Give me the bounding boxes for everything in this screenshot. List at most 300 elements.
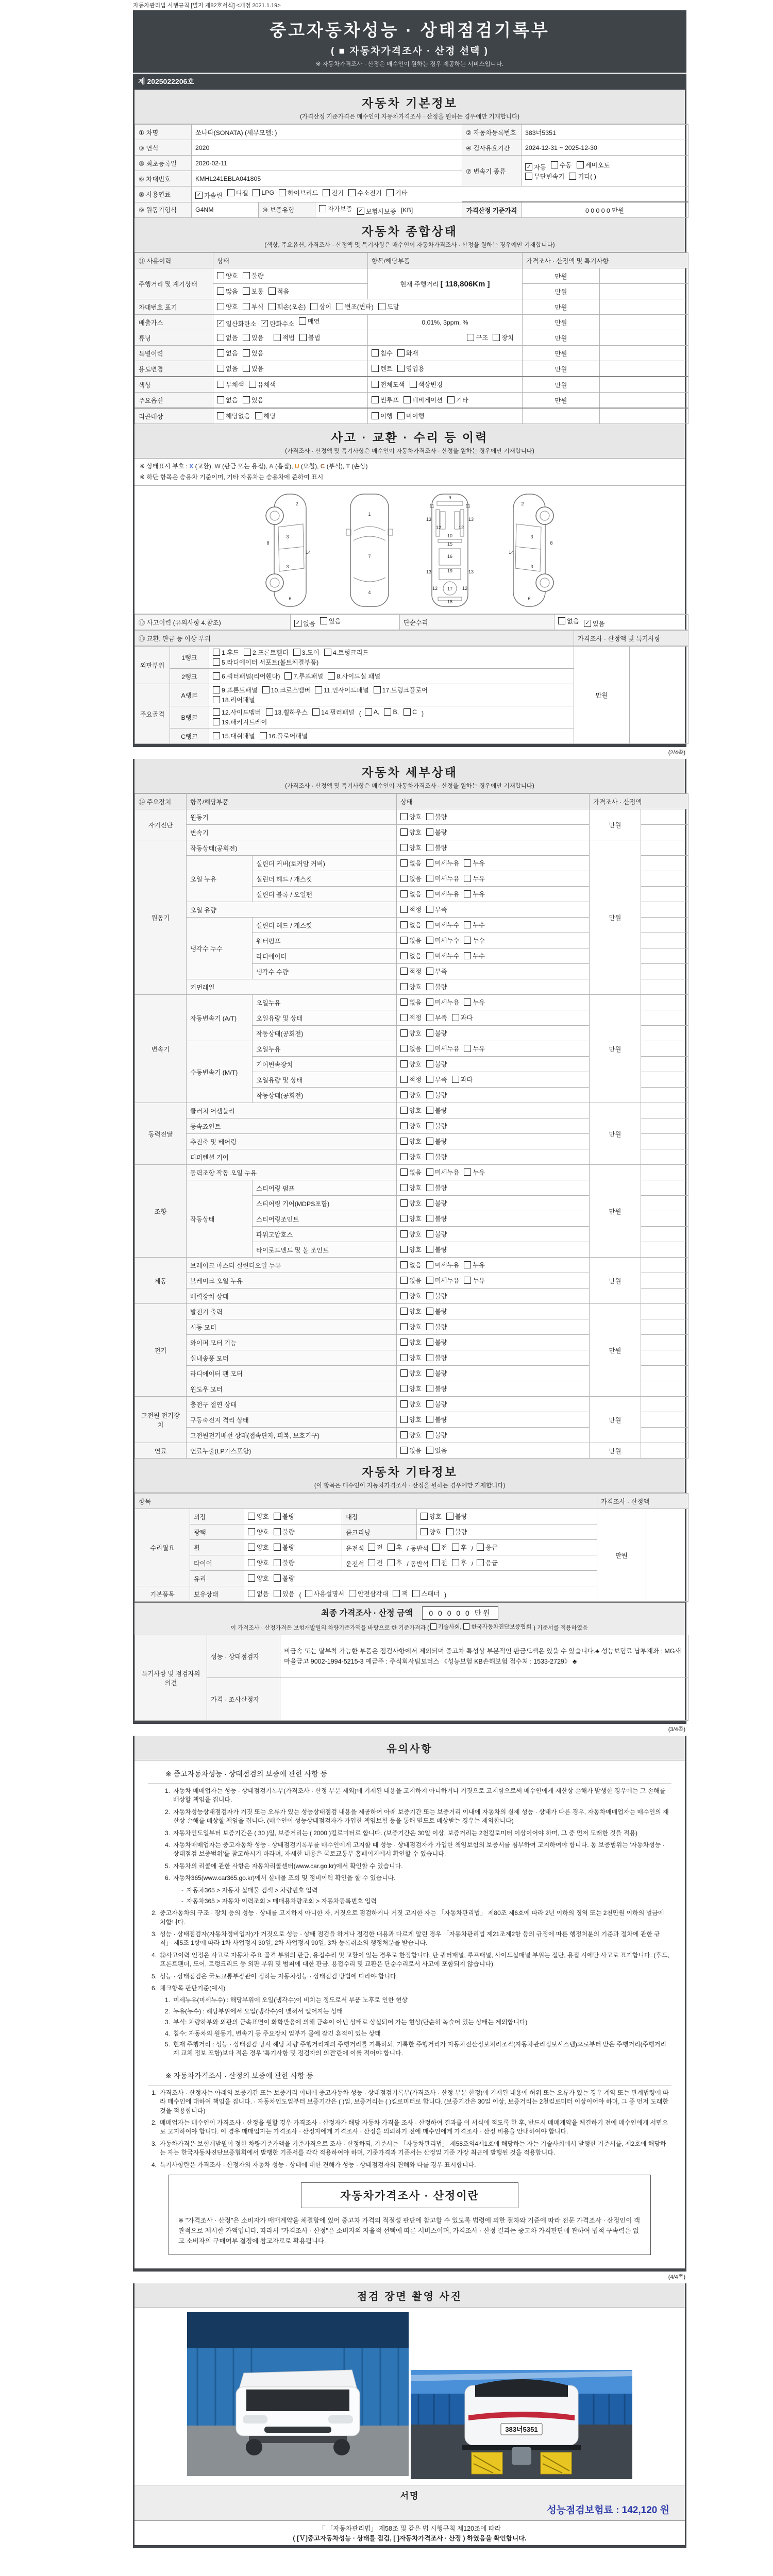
unchecked-checkbox-icon[interactable]: [400, 1014, 408, 1021]
unchecked-checkbox-icon[interactable]: [400, 1323, 408, 1330]
unchecked-checkbox-icon[interactable]: [551, 161, 558, 168]
unchecked-checkbox-icon[interactable]: [464, 921, 471, 928]
unchecked-checkbox-icon[interactable]: [426, 1385, 433, 1392]
checked-checkbox-icon[interactable]: ✓: [357, 208, 364, 215]
checkbox-option[interactable]: [217, 395, 238, 404]
checkbox-option[interactable]: [294, 619, 315, 628]
checkbox-option[interactable]: [426, 951, 460, 960]
checkbox-option[interactable]: [426, 843, 447, 852]
checkbox-option[interactable]: [388, 1558, 402, 1567]
checkbox-option[interactable]: [336, 302, 374, 311]
unchecked-checkbox-icon[interactable]: [400, 952, 408, 959]
checkbox-option[interactable]: [426, 1415, 447, 1424]
checkbox-option[interactable]: [400, 905, 422, 914]
checkbox-option[interactable]: [400, 1446, 422, 1455]
checkbox-option[interactable]: [400, 1276, 422, 1285]
checkbox-option[interactable]: [248, 1512, 269, 1521]
checkbox-option[interactable]: [426, 1245, 447, 1254]
unchecked-checkbox-icon[interactable]: [372, 349, 379, 357]
checkbox-option[interactable]: [421, 1527, 442, 1536]
unchecked-checkbox-icon[interactable]: [243, 365, 250, 372]
checkbox-option[interactable]: [388, 1543, 402, 1552]
unchecked-checkbox-icon[interactable]: [426, 1230, 433, 1238]
unchecked-checkbox-icon[interactable]: [464, 1045, 471, 1052]
checkbox-option[interactable]: [293, 648, 320, 657]
checkbox-option[interactable]: [400, 858, 422, 868]
unchecked-checkbox-icon[interactable]: [400, 1138, 408, 1145]
unchecked-checkbox-icon[interactable]: [319, 205, 326, 212]
checkbox-option[interactable]: [324, 648, 369, 657]
unchecked-checkbox-icon[interactable]: [426, 1416, 433, 1423]
unchecked-checkbox-icon[interactable]: [378, 303, 385, 310]
unchecked-checkbox-icon[interactable]: [400, 1416, 408, 1423]
unchecked-checkbox-icon[interactable]: [365, 708, 372, 716]
unchecked-checkbox-icon[interactable]: [320, 617, 327, 624]
unchecked-checkbox-icon[interactable]: [400, 1230, 408, 1238]
checkbox-option[interactable]: [412, 1589, 440, 1598]
checkbox-option[interactable]: [400, 1044, 422, 1053]
unchecked-checkbox-icon[interactable]: [400, 937, 408, 944]
checkbox-option[interactable]: [372, 395, 399, 404]
unchecked-checkbox-icon[interactable]: [248, 1574, 255, 1582]
unchecked-checkbox-icon[interactable]: [310, 303, 317, 310]
checkbox-option[interactable]: [551, 160, 572, 170]
checkbox-option[interactable]: [426, 889, 460, 899]
checkbox-option[interactable]: [217, 319, 256, 328]
unchecked-checkbox-icon[interactable]: [446, 1513, 453, 1520]
unchecked-checkbox-icon[interactable]: [426, 1277, 433, 1284]
checkbox-option[interactable]: [464, 858, 485, 868]
unchecked-checkbox-icon[interactable]: [426, 1292, 433, 1299]
unchecked-checkbox-icon[interactable]: [384, 708, 391, 716]
unchecked-checkbox-icon[interactable]: [397, 349, 405, 357]
unchecked-checkbox-icon[interactable]: [388, 1544, 395, 1551]
checkbox-option[interactable]: [464, 1260, 485, 1269]
unchecked-checkbox-icon[interactable]: [426, 1029, 433, 1037]
checkbox-option[interactable]: [368, 1558, 383, 1567]
unchecked-checkbox-icon[interactable]: [400, 1045, 408, 1052]
checkbox-option[interactable]: [384, 708, 399, 716]
unchecked-checkbox-icon[interactable]: [284, 672, 292, 680]
checkbox-option[interactable]: [244, 648, 289, 657]
checkbox-option[interactable]: [426, 1276, 460, 1285]
checkbox-option[interactable]: [464, 1167, 485, 1177]
unchecked-checkbox-icon[interactable]: [217, 396, 224, 403]
unchecked-checkbox-icon[interactable]: [328, 672, 335, 680]
unchecked-checkbox-icon[interactable]: [266, 708, 273, 716]
unchecked-checkbox-icon[interactable]: [397, 365, 405, 372]
checkbox-option[interactable]: [426, 936, 460, 945]
unchecked-checkbox-icon[interactable]: [426, 1338, 433, 1346]
checkbox-option[interactable]: [243, 333, 264, 342]
checkbox-option[interactable]: [400, 1090, 422, 1099]
checkbox-option[interactable]: [426, 967, 447, 976]
checkbox-option[interactable]: [372, 411, 393, 420]
checkbox-option[interactable]: [400, 982, 422, 991]
unchecked-checkbox-icon[interactable]: [315, 686, 322, 693]
unchecked-checkbox-icon[interactable]: [348, 189, 356, 196]
checkbox-option[interactable]: [400, 1152, 422, 1161]
unchecked-checkbox-icon[interactable]: [400, 1060, 408, 1067]
unchecked-checkbox-icon[interactable]: [400, 906, 408, 913]
unchecked-checkbox-icon[interactable]: [426, 813, 433, 820]
checkbox-option[interactable]: [400, 843, 422, 852]
unchecked-checkbox-icon[interactable]: [213, 649, 220, 656]
checkbox-option[interactable]: [426, 827, 447, 837]
unchecked-checkbox-icon[interactable]: [400, 1168, 408, 1176]
unchecked-checkbox-icon[interactable]: [400, 1400, 408, 1408]
unchecked-checkbox-icon[interactable]: [426, 1091, 433, 1098]
unchecked-checkbox-icon[interactable]: [432, 1559, 440, 1566]
unchecked-checkbox-icon[interactable]: [432, 1544, 440, 1551]
unchecked-checkbox-icon[interactable]: [400, 1091, 408, 1098]
unchecked-checkbox-icon[interactable]: [248, 1544, 255, 1551]
checkbox-option[interactable]: [426, 1044, 460, 1053]
checkbox-option[interactable]: [400, 1322, 422, 1331]
checkbox-option[interactable]: [426, 1399, 447, 1409]
unchecked-checkbox-icon[interactable]: [569, 173, 576, 180]
checkbox-option[interactable]: [464, 920, 485, 929]
unchecked-checkbox-icon[interactable]: [248, 1559, 255, 1566]
checkbox-option[interactable]: [452, 1075, 473, 1084]
checkbox-option[interactable]: [261, 319, 294, 328]
checkbox-option[interactable]: [400, 1167, 422, 1177]
checkbox-option[interactable]: [525, 172, 564, 181]
unchecked-checkbox-icon[interactable]: [268, 287, 276, 295]
unchecked-checkbox-icon[interactable]: [217, 334, 224, 341]
checkbox-option[interactable]: [400, 1260, 422, 1269]
unchecked-checkbox-icon[interactable]: [400, 1199, 408, 1207]
checkbox-option[interactable]: [426, 1106, 447, 1115]
checkbox-option[interactable]: [400, 1229, 422, 1239]
checkbox-option[interactable]: [243, 271, 264, 280]
unchecked-checkbox-icon[interactable]: [262, 686, 270, 693]
unchecked-checkbox-icon[interactable]: [372, 365, 379, 372]
unchecked-checkbox-icon[interactable]: [400, 1292, 408, 1299]
unchecked-checkbox-icon[interactable]: [426, 828, 433, 836]
checkbox-option[interactable]: [400, 951, 422, 960]
unchecked-checkbox-icon[interactable]: [374, 686, 381, 693]
unchecked-checkbox-icon[interactable]: [464, 890, 471, 897]
checkbox-option[interactable]: [279, 188, 318, 197]
checkbox-option[interactable]: [268, 302, 306, 311]
unchecked-checkbox-icon[interactable]: [426, 906, 433, 913]
checkbox-option[interactable]: [426, 1260, 460, 1269]
unchecked-checkbox-icon[interactable]: [464, 1277, 471, 1284]
checkbox-option[interactable]: [255, 411, 276, 420]
checkbox-option[interactable]: [426, 1198, 447, 1208]
checkbox-option[interactable]: [349, 1589, 388, 1598]
unchecked-checkbox-icon[interactable]: [249, 381, 256, 388]
checkbox-option[interactable]: [426, 1059, 447, 1069]
checkbox-option[interactable]: [248, 1573, 269, 1583]
unchecked-checkbox-icon[interactable]: [400, 1215, 408, 1222]
checkbox-option[interactable]: [426, 905, 447, 914]
checkbox-option[interactable]: [393, 1589, 408, 1598]
checkbox-option[interactable]: [400, 1214, 422, 1223]
checkbox-option[interactable]: [249, 380, 276, 389]
unchecked-checkbox-icon[interactable]: [430, 1623, 436, 1630]
unchecked-checkbox-icon[interactable]: [274, 1513, 281, 1520]
unchecked-checkbox-icon[interactable]: [400, 983, 408, 990]
unchecked-checkbox-icon[interactable]: [400, 828, 408, 836]
unchecked-checkbox-icon[interactable]: [393, 1590, 400, 1597]
unchecked-checkbox-icon[interactable]: [274, 1544, 281, 1551]
checkbox-option[interactable]: [464, 936, 485, 945]
checkbox-option[interactable]: [400, 1106, 422, 1115]
checkbox-option[interactable]: [452, 1543, 467, 1552]
checkbox-option[interactable]: [426, 1446, 447, 1455]
checkbox-option[interactable]: [400, 1430, 422, 1439]
unchecked-checkbox-icon[interactable]: [426, 844, 433, 851]
unchecked-checkbox-icon[interactable]: [243, 396, 250, 403]
unchecked-checkbox-icon[interactable]: [372, 412, 379, 419]
checkbox-option[interactable]: [400, 812, 422, 821]
unchecked-checkbox-icon[interactable]: [400, 1029, 408, 1037]
unchecked-checkbox-icon[interactable]: [368, 1544, 375, 1551]
checkbox-option[interactable]: [274, 1589, 295, 1598]
unchecked-checkbox-icon[interactable]: [426, 1014, 433, 1021]
checkbox-option[interactable]: [368, 1543, 383, 1552]
unchecked-checkbox-icon[interactable]: [426, 1215, 433, 1222]
unchecked-checkbox-icon[interactable]: [400, 1246, 408, 1253]
checkbox-option[interactable]: [446, 1527, 467, 1536]
checkbox-option[interactable]: [248, 1543, 269, 1552]
unchecked-checkbox-icon[interactable]: [400, 1153, 408, 1160]
checkbox-option[interactable]: [243, 302, 264, 311]
checkbox-option[interactable]: [426, 874, 460, 883]
unchecked-checkbox-icon[interactable]: [426, 968, 433, 975]
unchecked-checkbox-icon[interactable]: [213, 718, 220, 725]
unchecked-checkbox-icon[interactable]: [312, 708, 320, 716]
checkbox-option[interactable]: [426, 982, 447, 991]
unchecked-checkbox-icon[interactable]: [372, 381, 379, 388]
checkbox-option[interactable]: [410, 380, 443, 389]
checkbox-option[interactable]: [446, 1512, 467, 1521]
checkbox-option[interactable]: [312, 707, 355, 717]
checkbox-option[interactable]: [577, 160, 610, 170]
checkbox-option[interactable]: [400, 1384, 422, 1393]
unchecked-checkbox-icon[interactable]: [525, 173, 532, 180]
checkbox-option[interactable]: [348, 188, 382, 197]
checkbox-option[interactable]: [274, 1512, 295, 1521]
checkbox-option[interactable]: [274, 1558, 295, 1567]
checkbox-option[interactable]: [426, 1152, 447, 1161]
unchecked-checkbox-icon[interactable]: [213, 696, 220, 703]
checkbox-option[interactable]: [217, 348, 238, 358]
unchecked-checkbox-icon[interactable]: [493, 334, 500, 341]
checkbox-option[interactable]: [195, 191, 223, 200]
unchecked-checkbox-icon[interactable]: [400, 1261, 408, 1268]
checkbox-option[interactable]: [400, 1198, 422, 1208]
checkbox-option[interactable]: [319, 204, 352, 213]
unchecked-checkbox-icon[interactable]: [243, 287, 250, 295]
checkbox-option[interactable]: [227, 188, 248, 197]
unchecked-checkbox-icon[interactable]: [268, 303, 276, 310]
checkbox-option[interactable]: [584, 619, 605, 628]
unchecked-checkbox-icon[interactable]: [279, 189, 286, 196]
checkbox-option[interactable]: [217, 302, 238, 311]
unchecked-checkbox-icon[interactable]: [426, 1138, 433, 1145]
checkbox-option[interactable]: [217, 271, 238, 280]
checkbox-option[interactable]: [426, 1430, 447, 1439]
unchecked-checkbox-icon[interactable]: [349, 1590, 356, 1597]
unchecked-checkbox-icon[interactable]: [426, 1246, 433, 1253]
checkbox-option[interactable]: [430, 1622, 462, 1631]
unchecked-checkbox-icon[interactable]: [400, 1308, 408, 1315]
checkbox-option[interactable]: [217, 364, 238, 373]
unchecked-checkbox-icon[interactable]: [400, 1076, 408, 1083]
unchecked-checkbox-icon[interactable]: [217, 303, 224, 310]
unchecked-checkbox-icon[interactable]: [388, 1559, 395, 1566]
unchecked-checkbox-icon[interactable]: [217, 381, 224, 388]
unchecked-checkbox-icon[interactable]: [397, 412, 405, 419]
checked-checkbox-icon[interactable]: ✓: [525, 163, 532, 171]
unchecked-checkbox-icon[interactable]: [243, 272, 250, 279]
unchecked-checkbox-icon[interactable]: [400, 890, 408, 897]
unchecked-checkbox-icon[interactable]: [464, 998, 471, 1006]
unchecked-checkbox-icon[interactable]: [400, 968, 408, 975]
checkbox-option[interactable]: [400, 827, 422, 837]
checkbox-option[interactable]: [447, 395, 468, 404]
unchecked-checkbox-icon[interactable]: [324, 649, 331, 656]
unchecked-checkbox-icon[interactable]: [248, 1590, 255, 1597]
unchecked-checkbox-icon[interactable]: [253, 189, 260, 196]
unchecked-checkbox-icon[interactable]: [404, 708, 411, 716]
unchecked-checkbox-icon[interactable]: [426, 952, 433, 959]
unchecked-checkbox-icon[interactable]: [213, 658, 220, 666]
unchecked-checkbox-icon[interactable]: [400, 1107, 408, 1114]
unchecked-checkbox-icon[interactable]: [400, 1354, 408, 1361]
checkbox-option[interactable]: [426, 1075, 447, 1084]
unchecked-checkbox-icon[interactable]: [400, 1338, 408, 1346]
checkbox-option[interactable]: [400, 1353, 422, 1362]
unchecked-checkbox-icon[interactable]: [400, 1369, 408, 1377]
checked-checkbox-icon[interactable]: ✓: [217, 320, 224, 327]
unchecked-checkbox-icon[interactable]: [400, 998, 408, 1006]
checkbox-option[interactable]: [305, 1589, 344, 1598]
unchecked-checkbox-icon[interactable]: [421, 1513, 428, 1520]
checked-checkbox-icon[interactable]: ✓: [261, 320, 268, 327]
checkbox-option[interactable]: [400, 1399, 422, 1409]
unchecked-checkbox-icon[interactable]: [260, 732, 267, 739]
unchecked-checkbox-icon[interactable]: [426, 921, 433, 928]
unchecked-checkbox-icon[interactable]: [426, 1354, 433, 1361]
unchecked-checkbox-icon[interactable]: [323, 189, 330, 196]
checkbox-option[interactable]: [426, 1183, 447, 1192]
checkbox-option[interactable]: [268, 286, 290, 296]
checkbox-option[interactable]: [452, 1558, 467, 1567]
unchecked-checkbox-icon[interactable]: [477, 1544, 484, 1551]
checkbox-option[interactable]: [400, 936, 422, 945]
unchecked-checkbox-icon[interactable]: [446, 1528, 453, 1535]
unchecked-checkbox-icon[interactable]: [452, 1076, 459, 1083]
unchecked-checkbox-icon[interactable]: [426, 1045, 433, 1052]
checkbox-option[interactable]: [426, 1214, 447, 1223]
checkbox-option[interactable]: [274, 1527, 295, 1536]
checkbox-option[interactable]: [464, 951, 485, 960]
unchecked-checkbox-icon[interactable]: [410, 381, 417, 388]
checkbox-option[interactable]: [426, 1384, 447, 1393]
unchecked-checkbox-icon[interactable]: [426, 1447, 433, 1454]
unchecked-checkbox-icon[interactable]: [426, 875, 433, 882]
unchecked-checkbox-icon[interactable]: [217, 412, 224, 419]
unchecked-checkbox-icon[interactable]: [213, 708, 220, 716]
unchecked-checkbox-icon[interactable]: [577, 161, 584, 168]
unchecked-checkbox-icon[interactable]: [368, 1559, 375, 1566]
checkbox-option[interactable]: [400, 1368, 422, 1378]
checkbox-option[interactable]: [299, 333, 321, 342]
unchecked-checkbox-icon[interactable]: [248, 1528, 255, 1535]
checkbox-option[interactable]: [400, 1059, 422, 1069]
unchecked-checkbox-icon[interactable]: [447, 396, 455, 403]
unchecked-checkbox-icon[interactable]: [426, 937, 433, 944]
unchecked-checkbox-icon[interactable]: [372, 396, 379, 403]
unchecked-checkbox-icon[interactable]: [274, 1559, 281, 1566]
checkbox-option[interactable]: [464, 889, 485, 899]
unchecked-checkbox-icon[interactable]: [243, 349, 250, 357]
checkbox-option[interactable]: [400, 1307, 422, 1316]
checkbox-option[interactable]: [299, 316, 320, 326]
unchecked-checkbox-icon[interactable]: [426, 1400, 433, 1408]
unchecked-checkbox-icon[interactable]: [426, 1153, 433, 1160]
checkbox-option[interactable]: [426, 920, 460, 929]
checkbox-option[interactable]: [426, 812, 447, 821]
checkbox-option[interactable]: [213, 695, 255, 704]
checkbox-option[interactable]: [467, 333, 488, 342]
unchecked-checkbox-icon[interactable]: [400, 813, 408, 820]
checkbox-option[interactable]: [493, 333, 514, 342]
checkbox-option[interactable]: [400, 1183, 422, 1192]
unchecked-checkbox-icon[interactable]: [426, 983, 433, 990]
checkbox-option[interactable]: [400, 1075, 422, 1084]
checkbox-option[interactable]: [378, 302, 399, 311]
checkbox-option[interactable]: [464, 1044, 485, 1053]
unchecked-checkbox-icon[interactable]: [464, 875, 471, 882]
checkbox-option[interactable]: [400, 967, 422, 976]
checkbox-option[interactable]: [243, 286, 264, 296]
unchecked-checkbox-icon[interactable]: [426, 1323, 433, 1330]
checkbox-option[interactable]: [404, 395, 443, 404]
checkbox-option[interactable]: [213, 717, 267, 726]
checkbox-option[interactable]: [217, 411, 250, 420]
unchecked-checkbox-icon[interactable]: [426, 1060, 433, 1067]
unchecked-checkbox-icon[interactable]: [336, 303, 343, 310]
unchecked-checkbox-icon[interactable]: [386, 189, 394, 196]
unchecked-checkbox-icon[interactable]: [274, 1574, 281, 1582]
checkbox-option[interactable]: [248, 1589, 269, 1598]
unchecked-checkbox-icon[interactable]: [217, 365, 224, 372]
checkbox-option[interactable]: [426, 1167, 460, 1177]
unchecked-checkbox-icon[interactable]: [244, 649, 251, 656]
unchecked-checkbox-icon[interactable]: [400, 921, 408, 928]
checked-checkbox-icon[interactable]: ✓: [294, 620, 301, 627]
checkbox-option[interactable]: [464, 997, 485, 1007]
unchecked-checkbox-icon[interactable]: [464, 1261, 471, 1268]
checkbox-option[interactable]: [397, 364, 425, 373]
unchecked-checkbox-icon[interactable]: [426, 1261, 433, 1268]
checkbox-option[interactable]: [400, 1137, 422, 1146]
unchecked-checkbox-icon[interactable]: [477, 1559, 484, 1566]
checkbox-option[interactable]: [421, 1512, 442, 1521]
checked-checkbox-icon[interactable]: ✓: [195, 192, 203, 199]
checkbox-option[interactable]: [217, 333, 238, 342]
unchecked-checkbox-icon[interactable]: [452, 1559, 459, 1566]
unchecked-checkbox-icon[interactable]: [243, 303, 250, 310]
checkbox-option[interactable]: [426, 1337, 447, 1347]
unchecked-checkbox-icon[interactable]: [421, 1528, 428, 1535]
checkbox-option[interactable]: [372, 348, 393, 358]
